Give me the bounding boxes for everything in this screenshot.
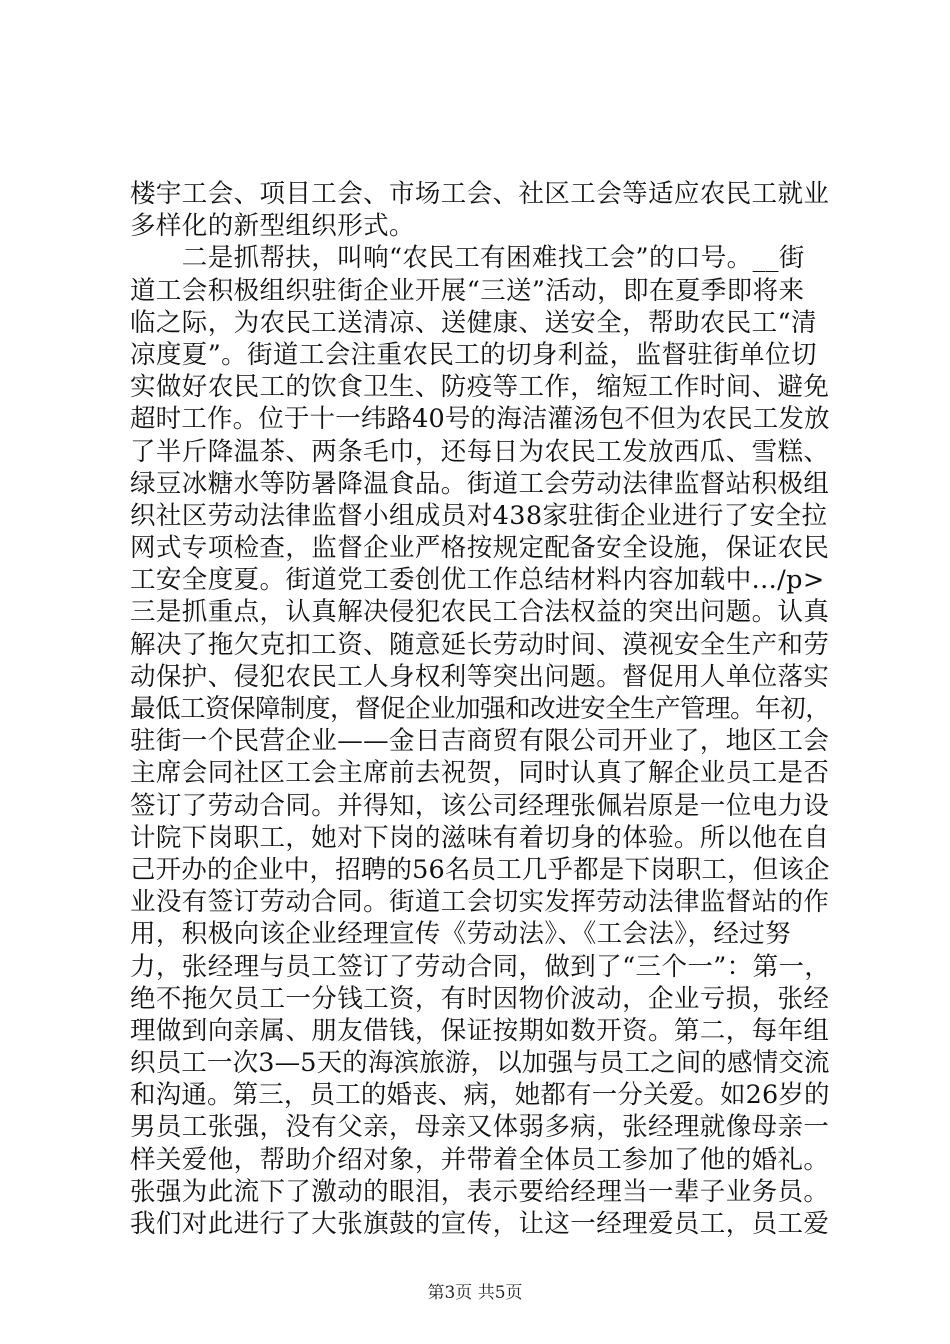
text-line: 最低工资保障制度，督促企业加强和改进安全生产管理。年初， bbox=[130, 694, 831, 724]
text-line: 绝不拖欠员工一分钱工资，有时因物价波动，企业亏损，张经 bbox=[130, 983, 830, 1014]
text-line: 凉度夏”。街道工会注重农民工的切身利益，监督驻街单位切 bbox=[130, 339, 817, 370]
text-line: 主席会同社区工会主席前去祝贺，同时认真了解企业员工是否 bbox=[130, 758, 830, 789]
text-line: 多样化的新型组织形式。 bbox=[130, 211, 415, 242]
text-line: 超时工作。位于十一纬路40号的海洁灌汤包不但为农民工发放 bbox=[130, 404, 830, 435]
text-line: 驻街一个民营企业——金日吉商贸有限公司开业了，地区工会 bbox=[130, 726, 830, 757]
text-line: 张强为此流下了激动的眼泪，表示要给经理当一辈子业务员。 bbox=[130, 1176, 830, 1207]
text-line: 计院下岗职工，她对下岗的滋味有着切身的体验。所以他在自 bbox=[130, 822, 830, 853]
text-line: 样关爱他，帮助介绍对象，并带着全体员工参加了他的婚礼。 bbox=[130, 1144, 830, 1175]
text-line: 织社区劳动法律监督小组成员对438家驻街企业进行了安全拉 bbox=[130, 500, 828, 531]
document-body bbox=[130, 178, 830, 1240]
text-line: 绿豆冰糖水等防暑降温食品。街道工会劳动法律监督站积极组 bbox=[130, 468, 830, 499]
text-line: 网式专项检查，监督企业严格按规定配备安全设施，保证农民 bbox=[130, 533, 830, 564]
text-line: 理做到向亲属、朋友借钱，保证按期如数开资。第二，每年组 bbox=[130, 1015, 830, 1046]
text-line: 和沟通。第三，员工的婚丧、病，她都有一分关爱。如26岁的 bbox=[130, 1080, 830, 1111]
text-line: 二是抓帮扶，叫响“农民工有困难找工会”的口号。__街 bbox=[130, 243, 805, 274]
text-line: 男员工张强，没有父亲，母亲又体弱多病，张经理就像母亲一 bbox=[130, 1112, 830, 1143]
text-line: 签订了劳动合同。并得知，该公司经理张佩岩原是一位电力设 bbox=[130, 790, 830, 821]
text-line: 力，张经理与员工签订了劳动合同，做到了“三个一”：第一， bbox=[130, 951, 831, 982]
text-line: 用，积极向该企业经理宣传《劳动法》、《工会法》，经过努 bbox=[130, 919, 792, 950]
text-line: 业没有签订劳动合同。街道工会切实发挥劳动法律监督站的作 bbox=[130, 887, 830, 918]
text-line: 临之际，为农民工送清凉、送健康、送安全，帮助农民工“清 bbox=[130, 307, 817, 338]
text-line: 楼宇工会、项目工会、市场工会、社区工会等适应农民工就业 bbox=[130, 179, 830, 209]
text-line: 动保护、侵犯农民工人身权利等突出问题。督促用人单位落实 bbox=[130, 661, 830, 692]
text-line: 工安全度夏。街道党工委创优工作总结材料内容加载中.../p> bbox=[130, 565, 825, 596]
text-line: 实做好农民工的饮食卫生、防疫等工作，缩短工作时间、避免 bbox=[130, 372, 830, 403]
text-line: 我们对此进行了大张旗鼓的宣传，让这一经理爱员工，员工爱 bbox=[130, 1209, 830, 1239]
page-number-footer: 第3页 共5页 bbox=[427, 1283, 523, 1303]
text-line: 三是抓重点，认真解决侵犯农民工合法权益的突出问题。认真 bbox=[130, 597, 830, 628]
text-line: 己开办的企业中，招聘的56名员工几乎都是下岗职工，但该企 bbox=[130, 854, 830, 885]
text-line: 解决了拖欠克扣工资、随意延长劳动时间、漠视安全生产和劳 bbox=[130, 629, 830, 660]
text-line: 道工会积极组织驻街企业开展“三送”活动，即在夏季即将来 bbox=[130, 275, 805, 306]
text-line: 了半斤降温茶、两条毛巾，还每日为农民工发放西瓜、雪糕、 bbox=[130, 436, 830, 467]
text-line: 织员工一次3—5天的海滨旅游，以加强与员工之间的感情交流 bbox=[130, 1048, 830, 1079]
